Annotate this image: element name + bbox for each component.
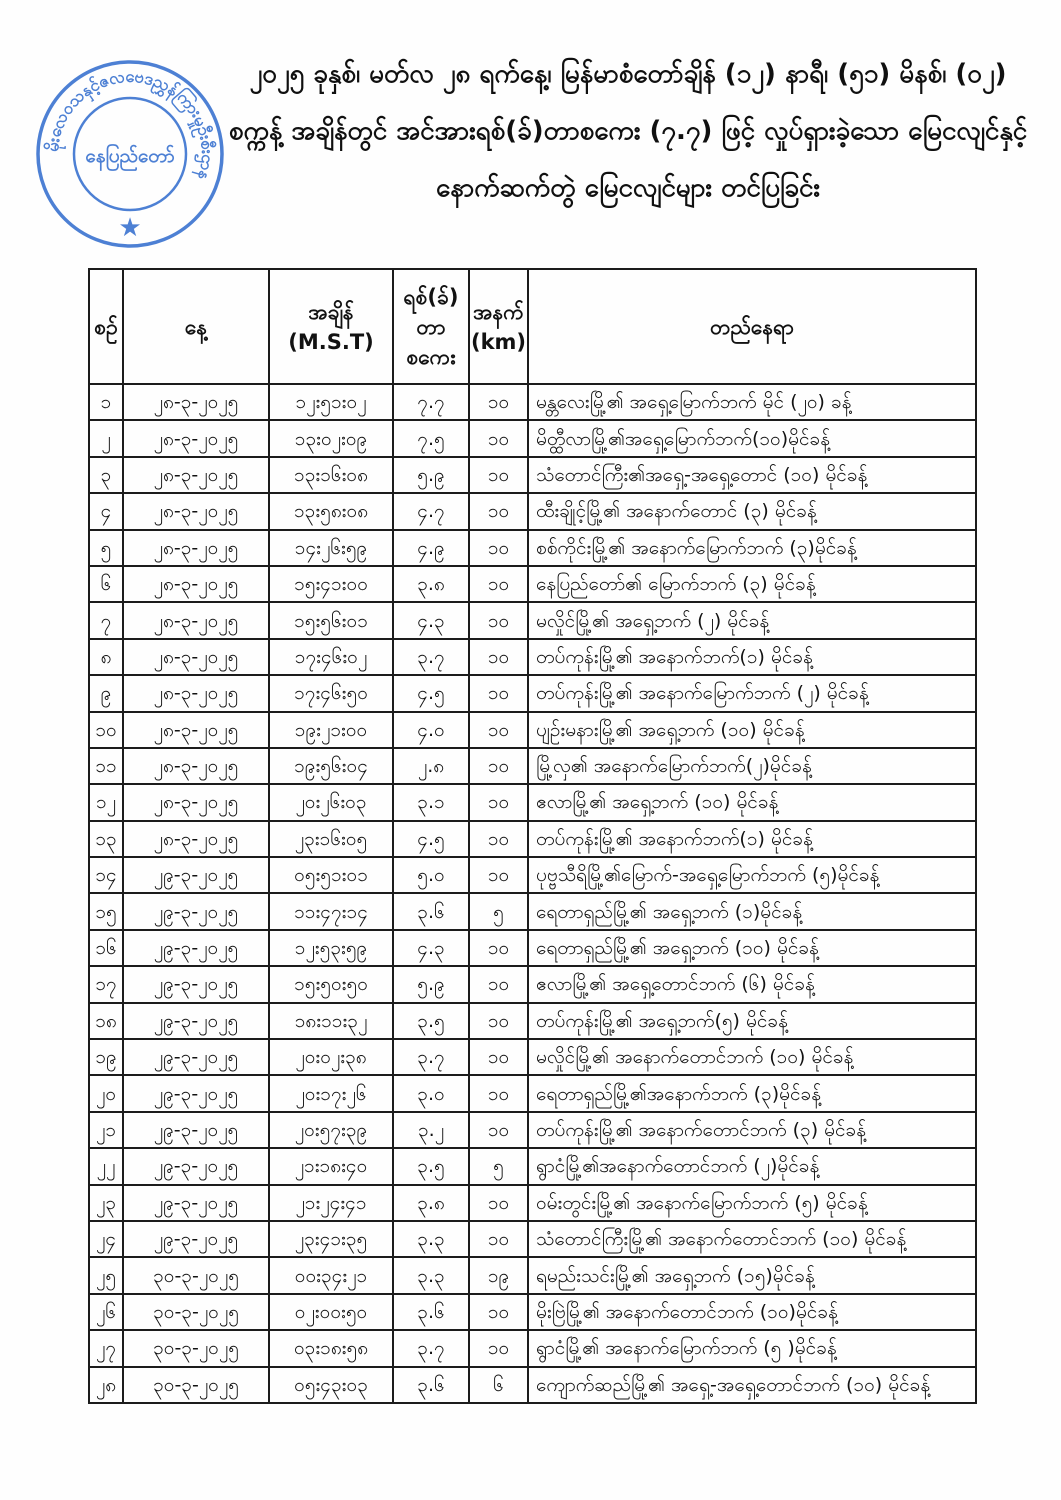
cell-location: ရွာငံမြို့၏ အနောက်မြောက်ဘက် (၅ )မိုင်ခန့် — [528, 1330, 976, 1366]
cell-location: ရမည်းသင်းမြို့၏ အရှေ့ဘက် (၁၅)မိုင်ခန့် — [528, 1257, 976, 1293]
table-row — [89, 748, 976, 784]
cell-no: ၁၃ — [89, 821, 123, 857]
cell-magnitude: ၃.၆ — [393, 893, 469, 929]
cell-depth: ၁၀ — [469, 784, 528, 820]
cell-no: ၂၇ — [89, 1330, 123, 1366]
cell-no: ၁၆ — [89, 930, 123, 966]
cell-magnitude: ၃.၃ — [393, 1221, 469, 1257]
cell-no: ၁၁ — [89, 748, 123, 784]
cell-no: ၁၉ — [89, 1039, 123, 1075]
cell-depth: ၅ — [469, 1148, 528, 1184]
cell-time: ၁၁း၄၇း၁၄ — [269, 893, 393, 929]
cell-magnitude: ၃.၇ — [393, 639, 469, 675]
cell-location: ကျောက်ဆည်မြို့၏ အရှေ့-အရှေ့တောင်ဘက် (၁၀) မိုင်ခန့် — [528, 1367, 976, 1403]
cell-location: သံတောင်ကြီးမြို့၏ အနောက်တောင်ဘက် (၁၀) မိုင်ခန့် — [528, 1221, 976, 1257]
document-title — [222, 46, 1034, 217]
cell-date: ၂၈-၃-၂၀၂၅ — [123, 384, 269, 420]
cell-location: တပ်ကုန်းမြို့၏ အနောက်ဘက်(၁) မိုင်ခန့် — [528, 821, 976, 857]
header-no: စဉ် — [89, 269, 123, 384]
cell-time: ၁၉း၅၆း၀၄ — [269, 748, 393, 784]
cell-time: ၁၃း၁၆း၀၈ — [269, 457, 393, 493]
table-row — [89, 675, 976, 711]
cell-location: ပျဉ်းမနားမြို့၏ အရှေ့ဘက် (၁၀) မိုင်ခန့် — [528, 712, 976, 748]
earthquake-table — [88, 268, 977, 1404]
cell-magnitude: ၃.၂ — [393, 1112, 469, 1148]
cell-date: ၂၈-၃-၂၀၂၅ — [123, 821, 269, 857]
cell-no: ၁ — [89, 384, 123, 420]
cell-date: ၂၈-၃-၂၀၂၅ — [123, 493, 269, 529]
cell-no: ၄ — [89, 493, 123, 529]
cell-depth: ၁၀ — [469, 821, 528, 857]
cell-location: ထီးချိုင့်မြို့၏ အနောက်တောင် (၃) မိုင်ခန့် — [528, 493, 976, 529]
cell-date: ၂၈-၃-၂၀၂၅ — [123, 712, 269, 748]
cell-location: မြို့လှ၏ အနောက်မြောက်ဘက်(၂)မိုင်ခန့် — [528, 748, 976, 784]
cell-time: ၂၀း၂၆း၀၃ — [269, 784, 393, 820]
cell-time: ၀၃း၁၈း၅၈ — [269, 1330, 393, 1366]
cell-date: ၂၈-၃-၂၀၂၅ — [123, 566, 269, 602]
table-row — [89, 712, 976, 748]
table-row — [89, 1112, 976, 1148]
header-magnitude-line-1: ရစ်(ခ်) — [403, 284, 459, 309]
cell-time: ၂၁း၁၈း၄၀ — [269, 1148, 393, 1184]
cell-depth: ၁၉ — [469, 1257, 528, 1293]
table-row — [89, 1075, 976, 1111]
cell-magnitude: ၄.၉ — [393, 530, 469, 566]
cell-date: ၂၉-၃-၂၀၂၅ — [123, 1039, 269, 1075]
cell-depth: ၁၀ — [469, 384, 528, 420]
cell-depth: ၁၀ — [469, 530, 528, 566]
table-row — [89, 384, 976, 420]
table-row — [89, 966, 976, 1002]
cell-time: ၂၃း၄၁း၃၅ — [269, 1221, 393, 1257]
cell-no: ၅ — [89, 530, 123, 566]
cell-depth: ၁၀ — [469, 712, 528, 748]
title-line-3: နောက်ဆက်တွဲ မြေငလျင်များ တင်ပြခြင်း — [435, 173, 821, 203]
cell-depth: ၁၀ — [469, 857, 528, 893]
cell-no: ၁၂ — [89, 784, 123, 820]
cell-magnitude: ၄.၅ — [393, 675, 469, 711]
cell-location: မိုးဗြဲမြို့၏ အနောက်တောင်ဘက် (၁၀)မိုင်ခန့် — [528, 1294, 976, 1330]
cell-location: တပ်ကုန်းမြို့၏ အရှေ့ဘက်(၅) မိုင်ခန့် — [528, 1003, 976, 1039]
cell-date: ၂၉-၃-၂၀၂၅ — [123, 1112, 269, 1148]
cell-magnitude: ၃.၇ — [393, 1039, 469, 1075]
cell-location: ရွာငံမြို့၏အနောက်တောင်ဘက် (၂)မိုင်ခန့် — [528, 1148, 976, 1184]
cell-location: တပ်ကုန်းမြို့၏ အနောက်တောင်ဘက် (၃) မိုင်ခန့် — [528, 1112, 976, 1148]
table-row — [89, 821, 976, 857]
cell-depth: ၁၀ — [469, 1003, 528, 1039]
cell-date: ၂၈-၃-၂၀၂၅ — [123, 457, 269, 493]
cell-no: ၁၈ — [89, 1003, 123, 1039]
cell-no: ၁၇ — [89, 966, 123, 1002]
cell-depth: ၁၀ — [469, 602, 528, 638]
cell-depth: ၁၀ — [469, 639, 528, 675]
table-row — [89, 1039, 976, 1075]
cell-magnitude: ၇.၅ — [393, 420, 469, 456]
cell-date: ၃၀-၃-၂၀၂၅ — [123, 1367, 269, 1403]
table-row — [89, 530, 976, 566]
cell-no: ၉ — [89, 675, 123, 711]
cell-time: ၁၅း၄၁း၀၀ — [269, 566, 393, 602]
cell-location: စစ်ကိုင်းမြို့၏ အနောက်မြောက်ဘက် (၃)မိုင်ခန့် — [528, 530, 976, 566]
cell-no: ၂၂ — [89, 1148, 123, 1184]
cell-time: ၁၇း၄၆း၅၀ — [269, 675, 393, 711]
table-row — [89, 420, 976, 456]
cell-magnitude: ၅.၉ — [393, 966, 469, 1002]
cell-date: ၂၉-၃-၂၀၂၅ — [123, 966, 269, 1002]
cell-magnitude: ၂.၈ — [393, 748, 469, 784]
cell-magnitude: ၄.၅ — [393, 821, 469, 857]
cell-location: ဝမ်းတွင်းမြို့၏ အနောက်မြောက်ဘက် (၅) မိုင်ခန့် — [528, 1185, 976, 1221]
cell-date: ၃၀-၃-၂၀၂၅ — [123, 1330, 269, 1366]
cell-depth: ၁၀ — [469, 420, 528, 456]
cell-time: ၁၅း၅၆း၀၁ — [269, 602, 393, 638]
header-magnitude-line-2: တာ — [416, 314, 446, 339]
table-row — [89, 893, 976, 929]
cell-magnitude: ၃.၅ — [393, 1148, 469, 1184]
cell-location: ရေတာရှည်မြို့၏အနောက်ဘက် (၃)မိုင်ခန့် — [528, 1075, 976, 1111]
cell-location: ရေတာရှည်မြို့၏ အရှေ့ဘက် (၁၀) မိုင်ခန့် — [528, 930, 976, 966]
title-line-2: စက္ကန့် အချိန်တွင် အင်အားရစ်(ခ်)တာစကေး (၇.၇) ဖြင့် လှုပ်ရှားခဲ့သော မြေငလျင်နှင့် — [228, 116, 1028, 146]
header-depth — [469, 269, 528, 384]
table-row — [89, 602, 976, 638]
cell-time: ၂၀း၁၇း၂၆ — [269, 1075, 393, 1111]
cell-time: ၁၃း၀၂း၀၉ — [269, 420, 393, 456]
table-body — [89, 384, 976, 1403]
cell-location: မန္တလေးမြို့၏ အရှေ့မြောက်ဘက် မိုင် (၂၀) ခန့် — [528, 384, 976, 420]
header-magnitude-line-3: စကေး — [406, 344, 456, 369]
table-row — [89, 1294, 976, 1330]
cell-location: ဧလာမြို့၏ အရှေ့တောင်ဘက် (၆) မိုင်ခန့် — [528, 966, 976, 1002]
table-row — [89, 1367, 976, 1403]
cell-depth: ၁၀ — [469, 1221, 528, 1257]
cell-time: ၂၀း၀၂း၃၈ — [269, 1039, 393, 1075]
cell-depth: ၁၀ — [469, 748, 528, 784]
cell-magnitude: ၃.၈ — [393, 566, 469, 602]
cell-date: ၂၉-၃-၂၀၂၅ — [123, 1185, 269, 1221]
cell-no: ၂၆ — [89, 1294, 123, 1330]
cell-no: ၈ — [89, 639, 123, 675]
cell-no: ၂၅ — [89, 1257, 123, 1293]
seal-center-text: နေပြည်တော် — [85, 145, 175, 167]
cell-time: ၁၉း၂၁း၀၀ — [269, 712, 393, 748]
cell-no: ၁၅ — [89, 893, 123, 929]
cell-magnitude: ၄.၃ — [393, 930, 469, 966]
cell-time: ၁၃း၅၈း၀၈ — [269, 493, 393, 529]
cell-location: ရေတာရှည်မြို့၏ အရှေ့ဘက် (၁)မိုင်ခန့် — [528, 893, 976, 929]
cell-depth: ၁၀ — [469, 1112, 528, 1148]
cell-no: ၂၀ — [89, 1075, 123, 1111]
cell-magnitude: ၃.၆ — [393, 1294, 469, 1330]
cell-depth: ၅ — [469, 893, 528, 929]
seal-ring-text: မိုးလေဝသနှင့်ဇလဗေဒညွှန်ကြားမှုဦးစီးဌာန — [42, 66, 218, 183]
cell-time: ၁၅း၅၀း၅၀ — [269, 966, 393, 1002]
cell-date: ၂၉-၃-၂၀၂၅ — [123, 1075, 269, 1111]
cell-time: ၁၈း၁၁း၃၂ — [269, 1003, 393, 1039]
cell-no: ၁၀ — [89, 712, 123, 748]
table-row — [89, 1330, 976, 1366]
cell-time: ၀၅း၅၁း၀၁ — [269, 857, 393, 893]
table-row — [89, 857, 976, 893]
seal-graphic — [30, 52, 230, 257]
cell-no: ၇ — [89, 602, 123, 638]
cell-magnitude: ၃.၇ — [393, 1330, 469, 1366]
cell-date: ၂၉-၃-၂၀၂၅ — [123, 893, 269, 929]
cell-location: တပ်ကုန်းမြို့၏ အနောက်ဘက်(၁) မိုင်ခန့် — [528, 639, 976, 675]
cell-no: ၂၄ — [89, 1221, 123, 1257]
cell-location: တပ်ကုန်းမြို့၏ အနောက်မြောက်ဘက် (၂) မိုင်ခန့် — [528, 675, 976, 711]
table-row — [89, 1221, 976, 1257]
table-row — [89, 566, 976, 602]
cell-magnitude: ၇.၇ — [393, 384, 469, 420]
cell-magnitude: ၃.၁ — [393, 784, 469, 820]
header-depth-line-2: (km) — [470, 329, 527, 354]
cell-depth: ၁၀ — [469, 675, 528, 711]
table-row — [89, 1185, 976, 1221]
cell-time: ၀၅း၄၃း၀၃ — [269, 1367, 393, 1403]
cell-location: မလှိုင်မြို့၏ အရှေ့ဘက် (၂) မိုင်ခန့် — [528, 602, 976, 638]
cell-date: ၂၈-၃-၂၀၂၅ — [123, 530, 269, 566]
table-row — [89, 1003, 976, 1039]
cell-date: ၂၈-၃-၂၀၂၅ — [123, 420, 269, 456]
cell-time: ၂၀း၅၇း၃၉ — [269, 1112, 393, 1148]
cell-location: ဧလာမြို့၏ အရှေ့ဘက် (၁၀) မိုင်ခန့် — [528, 784, 976, 820]
cell-magnitude: ၅.၉ — [393, 457, 469, 493]
cell-no: ၂၃ — [89, 1185, 123, 1221]
cell-no: ၂၁ — [89, 1112, 123, 1148]
cell-no: ၁၄ — [89, 857, 123, 893]
header-date: နေ့ — [123, 269, 269, 384]
cell-no: ၂ — [89, 420, 123, 456]
cell-time: ၂၃း၁၆း၀၅ — [269, 821, 393, 857]
cell-date: ၂၉-၃-၂၀၂၅ — [123, 1221, 269, 1257]
cell-depth: ၆ — [469, 1367, 528, 1403]
cell-location: ပုဗ္ဗသီရိမြို့၏မြောက်-အရှေ့မြောက်ဘက် (၅)မိုင်ခန့် — [528, 857, 976, 893]
cell-magnitude: ၄.၀ — [393, 712, 469, 748]
cell-magnitude: ၃.၆ — [393, 1367, 469, 1403]
table-header-row — [89, 269, 976, 384]
cell-date: ၃၀-၃-၂၀၂၅ — [123, 1294, 269, 1330]
cell-depth: ၁၀ — [469, 493, 528, 529]
star-icon: ★ — [118, 213, 142, 243]
cell-date: ၃၀-၃-၂၀၂၅ — [123, 1257, 269, 1293]
cell-magnitude: ၃.၅ — [393, 1003, 469, 1039]
table-row — [89, 457, 976, 493]
cell-time: ၁၇း၄၆း၀၂ — [269, 639, 393, 675]
cell-depth: ၁၀ — [469, 1075, 528, 1111]
cell-depth: ၁၀ — [469, 566, 528, 602]
cell-time: ၀၀း၃၄း၂၁ — [269, 1257, 393, 1293]
cell-depth: ၁၀ — [469, 1330, 528, 1366]
title-line-1: ၂၀၂၅ ခုနှစ်၊ မတ်လ ၂၈ ရက်နေ့၊ မြန်မာစံတော်ချိန် (၁၂) နာရီ၊ (၅၁) မိနစ်၊ (၀၂) — [249, 59, 1007, 89]
cell-location: မလှိုင်မြို့၏ အနောက်တောင်ဘက် (၁၀) မိုင်ခန့် — [528, 1039, 976, 1075]
cell-no: ၆ — [89, 566, 123, 602]
cell-date: ၂၉-၃-၂၀၂၅ — [123, 930, 269, 966]
table-row — [89, 930, 976, 966]
cell-no: ၃ — [89, 457, 123, 493]
cell-date: ၂၈-၃-၂၀၂၅ — [123, 748, 269, 784]
table-row — [89, 493, 976, 529]
cell-magnitude: ၅.၀ — [393, 857, 469, 893]
cell-time: ၀၂း၀၀း၅၀ — [269, 1294, 393, 1330]
cell-time: ၁၂း၅၃း၅၉ — [269, 930, 393, 966]
cell-location: နေပြည်တော်၏ မြောက်ဘက် (၃) မိုင်ခန့် — [528, 566, 976, 602]
department-seal — [30, 52, 230, 257]
cell-magnitude: ၃.၈ — [393, 1185, 469, 1221]
cell-depth: ၁၀ — [469, 1185, 528, 1221]
table-row — [89, 1148, 976, 1184]
cell-time: ၁၂း၅၁း၀၂ — [269, 384, 393, 420]
cell-date: ၂၈-၃-၂၀၂၅ — [123, 784, 269, 820]
cell-time: ၁၄း၂၆း၅၉ — [269, 530, 393, 566]
cell-magnitude: ၄.၃ — [393, 602, 469, 638]
cell-time: ၂၁း၂၄း၄၁ — [269, 1185, 393, 1221]
cell-location: သံတောင်ကြီး၏အရှေ့-အရှေ့တောင် (၁၀) မိုင်ခန့် — [528, 457, 976, 493]
header-time: အချိန် (M.S.T) — [269, 269, 393, 384]
cell-depth: ၁၀ — [469, 457, 528, 493]
table-row — [89, 784, 976, 820]
cell-date: ၂၈-၃-၂၀၂၅ — [123, 675, 269, 711]
cell-magnitude: ၄.၇ — [393, 493, 469, 529]
cell-depth: ၁၀ — [469, 930, 528, 966]
cell-magnitude: ၃.၃ — [393, 1257, 469, 1293]
cell-depth: ၁၀ — [469, 966, 528, 1002]
cell-date: ၂၈-၃-၂၀၂၅ — [123, 602, 269, 638]
cell-depth: ၁၀ — [469, 1294, 528, 1330]
header-magnitude — [393, 269, 469, 384]
cell-location: မိတ္ထီလာမြို့၏အရှေ့မြောက်ဘက်(၁၀)မိုင်ခန့် — [528, 420, 976, 456]
cell-date: ၂၈-၃-၂၀၂၅ — [123, 639, 269, 675]
cell-no: ၂၈ — [89, 1367, 123, 1403]
cell-date: ၂၉-၃-၂၀၂၅ — [123, 1148, 269, 1184]
cell-date: ၂၉-၃-၂၀၂၅ — [123, 1003, 269, 1039]
header-depth-line-1: အနက် — [473, 299, 524, 324]
cell-date: ၂၉-၃-၂၀၂၅ — [123, 857, 269, 893]
cell-depth: ၁၀ — [469, 1039, 528, 1075]
table-row — [89, 1257, 976, 1293]
header-location: တည်နေရာ — [528, 269, 976, 384]
cell-magnitude: ၃.၀ — [393, 1075, 469, 1111]
table-row — [89, 639, 976, 675]
